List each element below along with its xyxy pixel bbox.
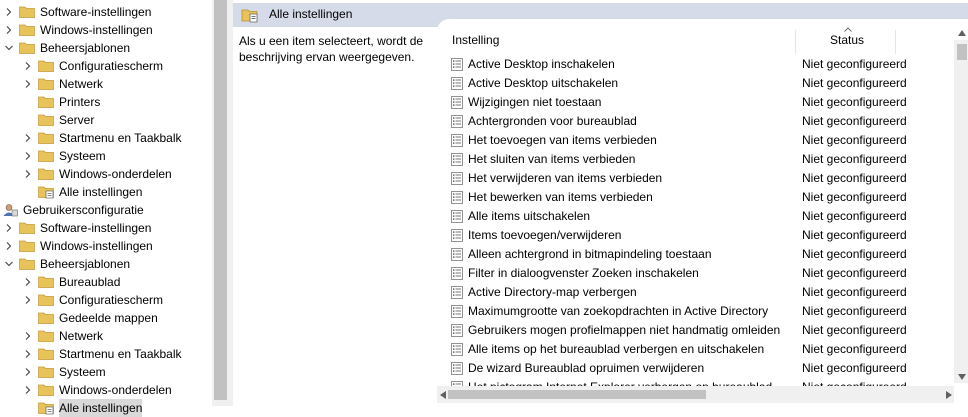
scroll-left-arrow-icon[interactable] [440,391,446,399]
setting-row[interactable] [437,340,957,359]
policy-setting-icon [451,362,463,375]
folder-icon [38,294,54,306]
tree-item[interactable] [0,93,212,111]
tree-item-label: Bureaublad [59,275,121,289]
tree-item-label: Startmenu en Taakbalk [59,347,182,361]
tree-item-label: Server [59,113,95,127]
panel-title: Alle instellingen [269,7,353,21]
policy-setting-icon [451,96,463,109]
tree-item-label: Startmenu en Taakbalk [59,131,182,145]
policy-setting-icon [451,305,463,318]
tree-item[interactable] [0,345,212,363]
folder-icon [38,276,54,288]
chevron-right-icon[interactable] [23,169,33,179]
tree-item-label: Systeem [59,149,106,163]
setting-status: Niet geconfigureerd [802,247,907,261]
policy-setting-icon [451,248,463,261]
chevron-right-icon[interactable] [23,79,33,89]
tree-item-label: Windows-instellingen [40,23,153,37]
folder-icon [19,24,35,36]
scroll-up-arrow-icon[interactable] [958,30,966,36]
tree-item[interactable] [0,399,212,417]
tree-item-label: Configuratiescherm [59,293,164,307]
chevron-right-icon[interactable] [23,367,33,377]
settings-folder-icon [38,186,54,198]
list-horizontal-scrollbar-thumb[interactable] [448,390,706,399]
tree-item-label: Alle instellingen [59,185,143,199]
setting-status: Niet geconfigureerd [802,133,907,147]
chevron-right-icon[interactable] [23,151,33,161]
tree-item[interactable] [0,129,212,147]
setting-status: Niet geconfigureerd [802,190,907,204]
user-config-icon [2,204,18,216]
setting-row[interactable] [437,131,957,150]
policy-setting-icon [451,134,463,147]
sort-ascending-icon [844,27,852,32]
chevron-right-icon[interactable] [23,331,33,341]
policy-setting-icon [451,115,463,128]
column-header [437,19,968,55]
policy-setting-icon [451,58,463,71]
tree-item-label: Software-instellingen [40,221,152,235]
tree-item[interactable] [0,111,212,129]
setting-name: Maximumgrootte van zoekopdrachten in Active Directory [468,304,769,318]
folder-icon [38,132,54,144]
description-pane [233,27,437,406]
tree-item-label: Beheersjablonen [40,257,131,271]
list-vertical-scrollbar-thumb[interactable] [957,44,967,60]
setting-row[interactable] [437,150,957,169]
settings-folder-icon [241,7,259,23]
tree-item[interactable] [0,363,212,381]
folder-icon [38,150,54,162]
setting-name: Active Directory-map verbergen [468,285,637,299]
setting-name: Het verwijderen van items verbieden [468,171,663,185]
setting-name: De wizard Bureaublad opruimen verwijderen [468,361,705,375]
chevron-down-icon[interactable] [4,259,14,269]
setting-name: Items toevoegen/verwijderen [468,228,622,242]
setting-name: Active Desktop inschakelen [468,57,615,71]
setting-row[interactable] [437,112,957,131]
tree-item-label: Beheersjablonen [40,41,131,55]
chevron-right-icon[interactable] [23,385,33,395]
tree-item-label: Configuratiescherm [59,59,164,73]
list-vertical-scrollbar[interactable] [954,40,968,383]
setting-name: Het toevoegen van items verbieden [468,133,657,147]
setting-row[interactable] [437,226,957,245]
tree-item-label: Gedeelde mappen [59,311,158,325]
tree-item[interactable] [0,255,212,273]
tree-item-label: Netwerk [59,329,104,343]
folder-icon [38,78,54,90]
chevron-right-icon[interactable] [4,223,14,233]
setting-row[interactable] [437,245,957,264]
tree-item[interactable] [0,183,212,201]
tree-item[interactable] [0,21,212,39]
tree-item[interactable] [0,219,212,237]
setting-row[interactable] [437,264,957,283]
policy-setting-icon [451,191,463,204]
tree-item[interactable] [0,147,212,165]
settings-list [437,19,968,406]
column-header-instelling[interactable]: Instelling [452,33,500,47]
folder-icon [38,114,54,126]
setting-name: Achtergronden voor bureaublad [468,114,637,128]
setting-row[interactable] [437,321,957,340]
setting-name: Gebruikers mogen profielmappen niet handmatig omleiden [468,323,781,337]
policy-setting-icon [451,267,463,280]
tree-item-label: Windows-onderdelen [59,167,172,181]
folder-icon [38,384,54,396]
policy-setting-icon [451,77,463,90]
folder-icon [19,6,35,18]
folder-icon [38,312,54,324]
tree-item[interactable] [0,381,212,399]
setting-status: Niet geconfigureerd [802,95,907,109]
chevron-right-icon[interactable] [23,277,33,287]
setting-status: Niet geconfigureerd [802,304,907,318]
tree-item-label: Netwerk [59,77,104,91]
policy-setting-icon [451,229,463,242]
folder-icon [38,96,54,108]
setting-status: Niet geconfigureerd [802,285,907,299]
folder-icon [38,348,54,360]
folder-icon [38,366,54,378]
setting-status: Niet geconfigureerd [802,323,907,337]
tree-item-label: Windows-onderdelen [59,383,172,397]
tree-scrollbar-thumb[interactable] [214,0,227,400]
policy-setting-icon [451,172,463,185]
setting-name: Het bewerken van items verbieden [468,190,653,204]
column-divider[interactable] [895,30,896,54]
settings-folder-icon [38,402,54,414]
setting-status: Niet geconfigureerd [802,171,907,185]
setting-status: Niet geconfigureerd [802,342,907,356]
tree-item[interactable] [0,327,212,345]
setting-status: Niet geconfigureerd [802,152,907,166]
folder-icon [38,168,54,180]
chevron-right-icon[interactable] [23,349,33,359]
scroll-right-arrow-icon[interactable] [946,391,952,399]
tree-item[interactable] [0,165,212,183]
setting-status: Niet geconfigureerd [802,76,907,90]
setting-name: Het sluiten van items verbieden [468,152,636,166]
tree-item[interactable] [0,237,212,255]
scroll-down-arrow-icon[interactable] [958,374,966,380]
setting-status: Niet geconfigureerd [802,266,907,280]
description-text: Als u een item selecteert, wordt de beschrijving ervan weergegeven. [239,34,424,64]
tree-item-label: Systeem [59,365,106,379]
column-header-status[interactable]: Status [830,33,865,47]
setting-status: Niet geconfigureerd [802,228,907,242]
setting-name: Active Desktop uitschakelen [468,76,619,90]
tree-item[interactable] [0,291,212,309]
column-divider[interactable] [795,30,796,54]
policy-setting-icon [451,343,463,356]
folder-icon [38,60,54,72]
details-panel [233,3,968,406]
folder-icon [19,258,35,270]
tree-item-label: Windows-instellingen [40,239,153,253]
folder-icon [19,222,35,234]
tree-item[interactable] [0,57,212,75]
tree-item[interactable] [0,75,212,93]
tree-item-label: Software-instellingen [40,5,152,19]
setting-status: Niet geconfigureerd [802,114,907,128]
setting-row[interactable] [437,74,957,93]
setting-row[interactable] [437,283,957,302]
policy-setting-icon [451,286,463,299]
chevron-right-icon[interactable] [4,241,14,251]
setting-row[interactable] [437,55,957,74]
setting-row[interactable] [437,302,957,321]
tree-item-label: Gebruikersconfiguratie [23,203,144,217]
setting-name: Filter in dialoogvenster Zoeken inschakelen [468,266,699,280]
setting-row[interactable] [437,188,957,207]
tree-item[interactable] [0,3,212,21]
setting-status: Niet geconfigureerd [802,209,907,223]
tree-item[interactable] [0,201,212,219]
chevron-right-icon[interactable] [23,133,33,143]
setting-row[interactable] [437,207,957,226]
setting-name: Wijzigingen niet toestaan [468,95,602,109]
setting-name: Alle items op het bureaublad verbergen en uitschakelen [468,342,765,356]
setting-row[interactable] [437,169,957,188]
policy-setting-icon [451,324,463,337]
tree-item-label: Alle instellingen [59,401,143,415]
tree-item[interactable] [0,39,212,57]
policy-setting-icon [451,210,463,223]
chevron-right-icon[interactable] [4,25,14,35]
chevron-right-icon[interactable] [23,61,33,71]
folder-icon [19,42,35,54]
chevron-down-icon[interactable] [4,43,14,53]
tree-item[interactable] [0,273,212,291]
folder-icon [19,240,35,252]
navigation-tree [0,0,212,415]
policy-setting-icon [451,153,463,166]
setting-name: Alleen achtergrond in bitmapindeling toestaan [468,247,712,261]
tree-item-label: Printers [59,95,101,109]
chevron-right-icon[interactable] [23,295,33,305]
tree-item[interactable] [0,309,212,327]
setting-row[interactable] [437,93,957,112]
setting-status: Niet geconfigureerd [802,57,907,71]
folder-icon [38,330,54,342]
setting-name: Alle items uitschakelen [468,209,591,223]
setting-row[interactable] [437,359,957,378]
setting-status: Niet geconfigureerd [802,361,907,375]
chevron-right-icon[interactable] [4,7,14,17]
